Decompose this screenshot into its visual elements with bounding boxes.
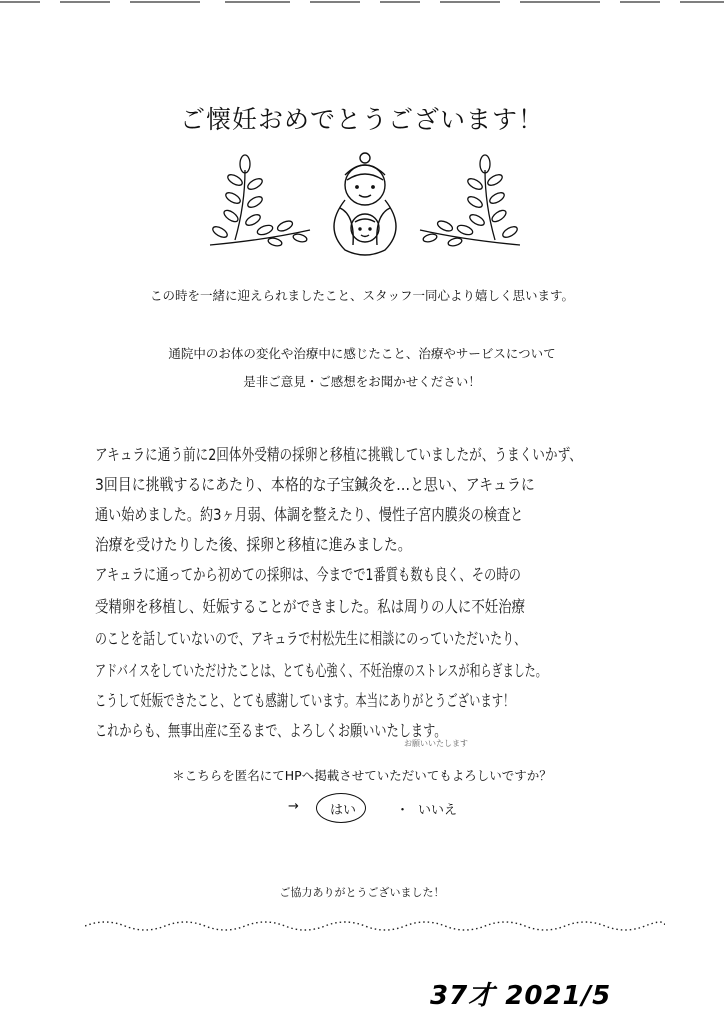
handwritten-line: 受精卵を移植し、妊娠することができました。私は周りの人に不妊治療 [95, 597, 526, 616]
publication-question: ＊こちらを匿名にてHPへ掲載させていただいてもよろしいですか？ [172, 768, 552, 783]
handwritten-line: 3回目に挑戦するにあたり、本格的な子宝鍼灸を…と思い、アキュラに [95, 475, 535, 494]
handwritten-line: 通い始めました。約3ヶ月弱、体調を整えたり、慢性子宮内膜炎の検査と [95, 505, 524, 524]
option-yes[interactable]: はい [330, 803, 357, 818]
decorative-dotted-border [85, 914, 665, 936]
left-branch-icon [210, 155, 310, 247]
handwritten-age-date: 37才 2021/5 [430, 981, 612, 1011]
option-no[interactable]: いいえ [418, 803, 458, 818]
handwritten-feedback [95, 436, 670, 756]
handwritten-line: こうして妊娠できたこと、とても感謝しています。本当にありがとうございます！ [95, 691, 515, 710]
top-border-dashes [0, 0, 724, 6]
mother-baby-icon [334, 153, 396, 255]
request-message-line-1: 通院中のお体の変化や治療中に感じたこと、治療やサービスについて [168, 346, 556, 361]
answer-options [288, 793, 508, 823]
handwritten-line: のことを話していないので、アキュラで村松先生に相談にのっていただいたり、 [95, 629, 527, 648]
handwritten-line: アキュラに通ってから初めての採卵は、今までで1番質も数も良く、その時の [95, 565, 521, 584]
handwritten-line: アキュラに通う前に2回体外受精の採卵と移植に挑戦していましたが、うまくいかず、 [95, 445, 582, 464]
handwritten-small-note: お願いいたします [404, 739, 468, 748]
option-separator: ・ [396, 803, 410, 818]
handwritten-line: アドバイスをしていただけたことは、とても心強く、不妊治療のストレスが和らぎました。 [95, 661, 547, 680]
thanks-message: ご協力ありがとうございました！ [279, 886, 445, 899]
page-title: ご懐妊おめでとうございます！ [179, 105, 544, 134]
handwritten-line: これからも、無事出産に至るまで、よろしくお願いいたします。 [95, 721, 447, 740]
request-message-line-2: 是非ご意見・ご感想をお聞かせください！ [243, 374, 481, 389]
congratulation-message: この時を一緒に迎えられましたこと、スタッフ一同心より嬉しく思います。 [149, 288, 574, 303]
handwritten-line: 治療を受けたりした後、採卵と移植に進みました。 [95, 535, 412, 554]
arrow-icon: → [288, 799, 299, 814]
right-branch-icon [420, 155, 520, 247]
mother-baby-illustration [205, 150, 525, 260]
